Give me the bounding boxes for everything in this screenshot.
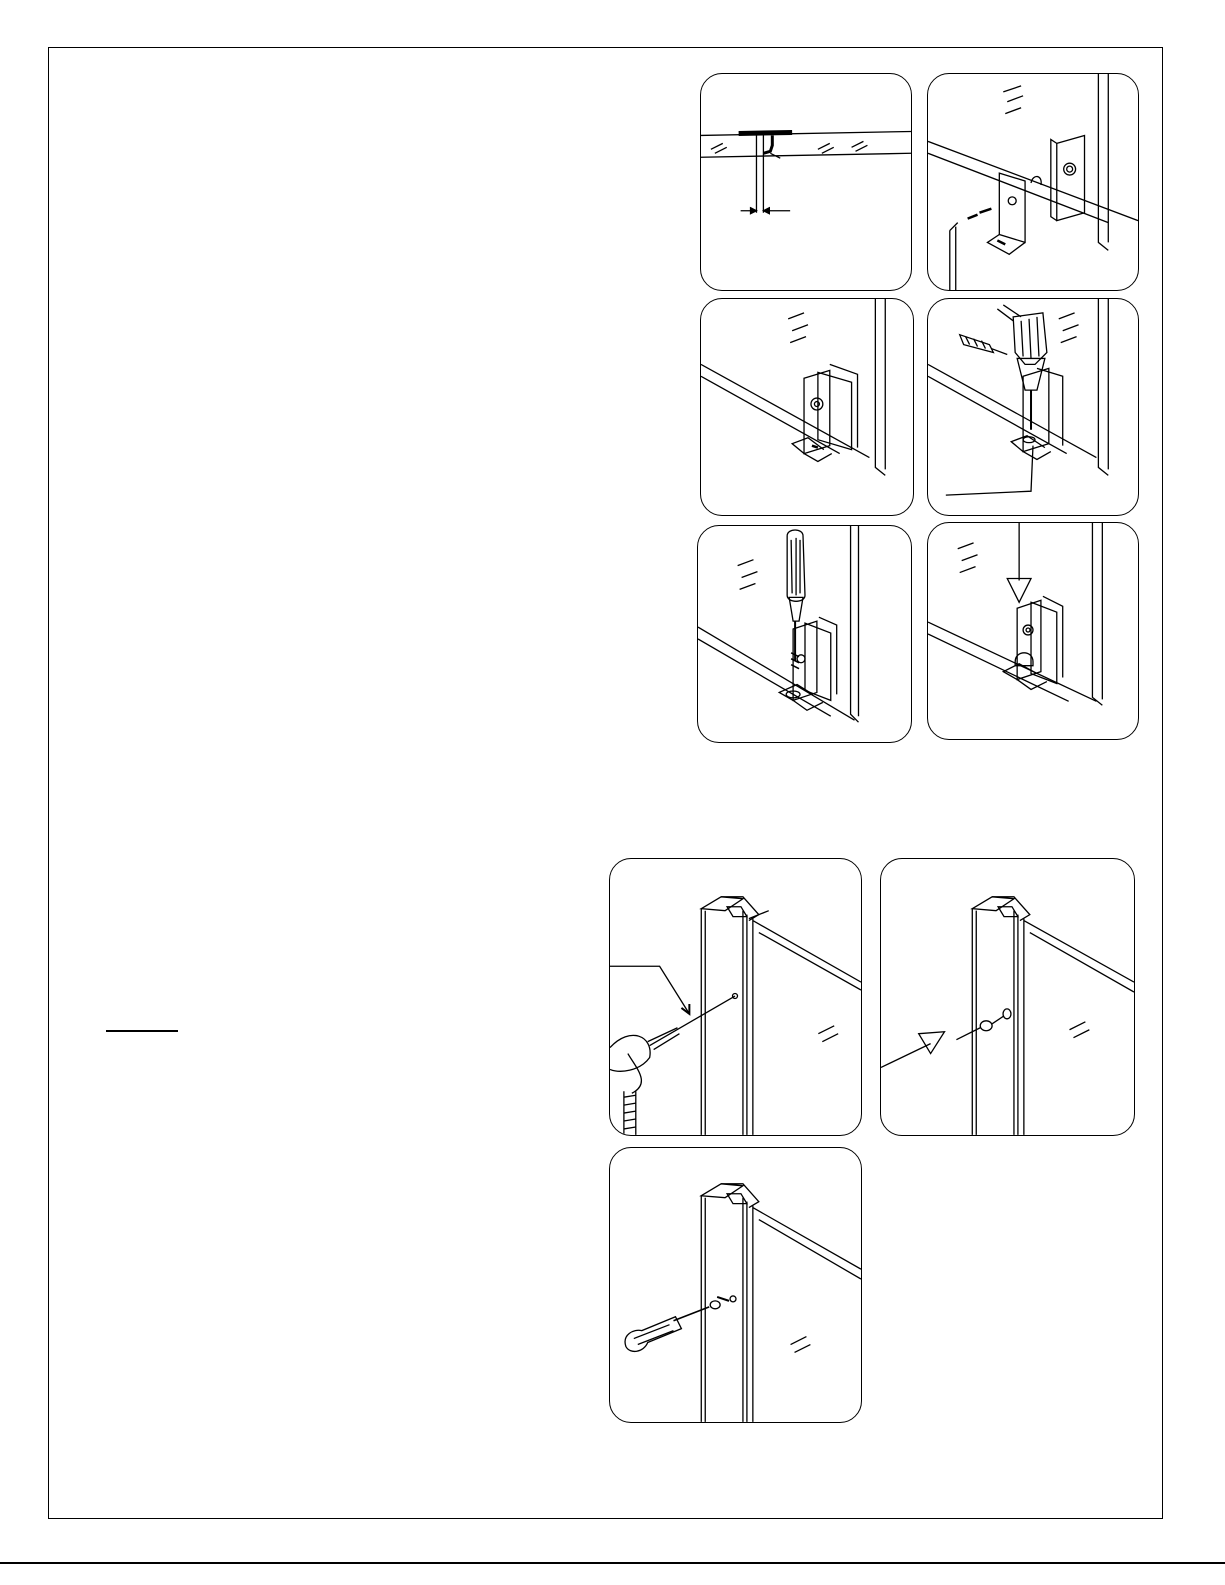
footer-rule [0, 1562, 1225, 1564]
gap-measurement-illustration [700, 73, 912, 291]
cap-placement-illustration [927, 522, 1139, 740]
bracket-and-screw-illustration [927, 73, 1139, 291]
drilling-profile-illustration [609, 858, 862, 1136]
screwdriver-fastening-illustration [697, 525, 912, 743]
drilling-wall-illustration [927, 298, 1139, 516]
note-label-underline [106, 1030, 178, 1032]
bracket-on-glass-illustration [700, 298, 914, 516]
inserting-anchor-illustration [880, 858, 1135, 1136]
screwing-profile-illustration [609, 1147, 862, 1423]
